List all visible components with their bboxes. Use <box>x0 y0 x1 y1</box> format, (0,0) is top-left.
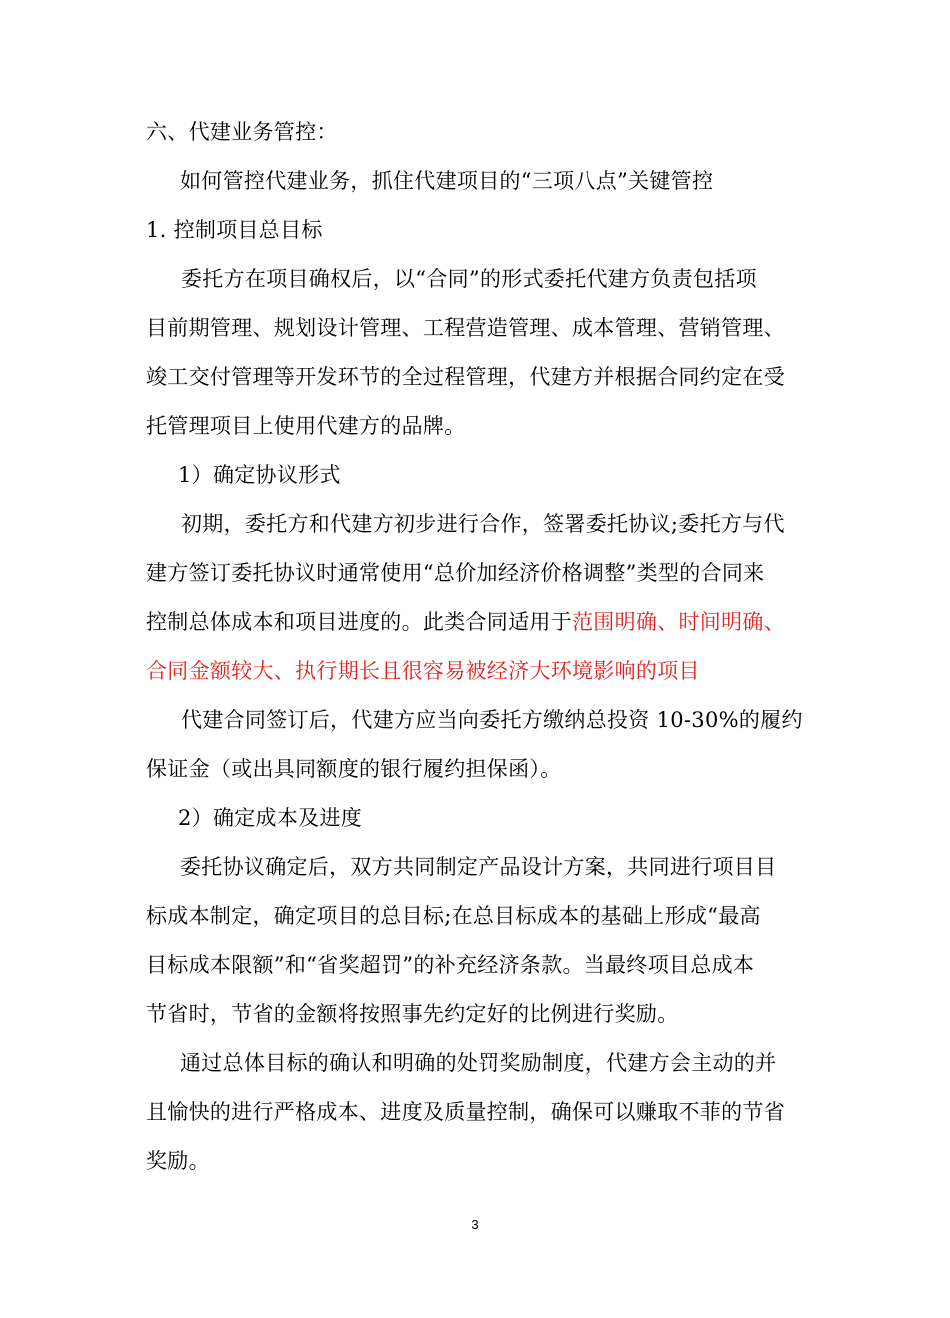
highlighted-text: 范围明确、时间明确、 <box>572 610 785 634</box>
paragraph-line: 代建合同签订后，代建方应当向委托方缴纳总投资 10-30%的履约 <box>181 708 803 732</box>
page-number: 3 <box>471 1217 479 1232</box>
paragraph-line: 标成本制定，确定项目的总目标;在总目标成本的基础上形成“最高 <box>146 904 761 928</box>
sub-heading: 2）确定成本及进度 <box>178 806 363 830</box>
intro-line: 如何管控代建业务，抓住代建项目的“三项八点”关键管控 <box>180 169 714 193</box>
paragraph-line: 奖励。 <box>146 1149 210 1173</box>
paragraph-line: 初期，委托方和代建方初步进行合作，签署委托协议;委托方与代 <box>181 512 785 536</box>
section-heading: 六、代建业务管控： <box>146 120 338 144</box>
paragraph-line: 委托方在项目确权后，以“合同”的形式委托代建方负责包括项 <box>181 267 757 291</box>
paragraph-line: 竣工交付管理等开发环节的全过程管理，代建方并根据合同约定在受 <box>146 365 785 389</box>
paragraph-line <box>146 608 785 636</box>
paragraph-line: 目前期管理、规划设计管理、工程营造管理、成本管理、营销管理、 <box>146 316 785 340</box>
paragraph-line: 建方签订委托协议时通常使用“总价加经济价格调整”类型的合同来 <box>146 561 765 585</box>
paragraph-line: 节省时，节省的金额将按照事先约定好的比例进行奖励。 <box>146 1002 679 1026</box>
subsection-heading: 1. 控制项目总目标 <box>146 218 323 242</box>
sub-heading: 1）确定协议形式 <box>178 463 341 487</box>
highlighted-line: 合同金额较大、执行期长且很容易被经济大环境影响的项目 <box>146 659 700 683</box>
paragraph-line: 保证金（或出具同额度的银行履约担保函）。 <box>146 757 562 781</box>
paragraph-line: 托管理项目上使用代建方的品牌。 <box>146 414 466 438</box>
paragraph-line: 目标成本限额”和“省奖超罚”的补充经济条款。当最终项目总成本 <box>146 953 755 977</box>
paragraph-line: 委托协议确定后，双方共同制定产品设计方案，共同进行项目目 <box>180 855 777 879</box>
paragraph-line: 通过总体目标的确认和明确的处罚奖励制度，代建方会主动的并 <box>180 1051 777 1075</box>
paragraph-line: 且愉快的进行严格成本、进度及质量控制，确保可以赚取不菲的节省 <box>146 1100 785 1124</box>
paragraph-text: 控制总体成本和项目进度的。此类合同适用于 <box>146 610 572 634</box>
